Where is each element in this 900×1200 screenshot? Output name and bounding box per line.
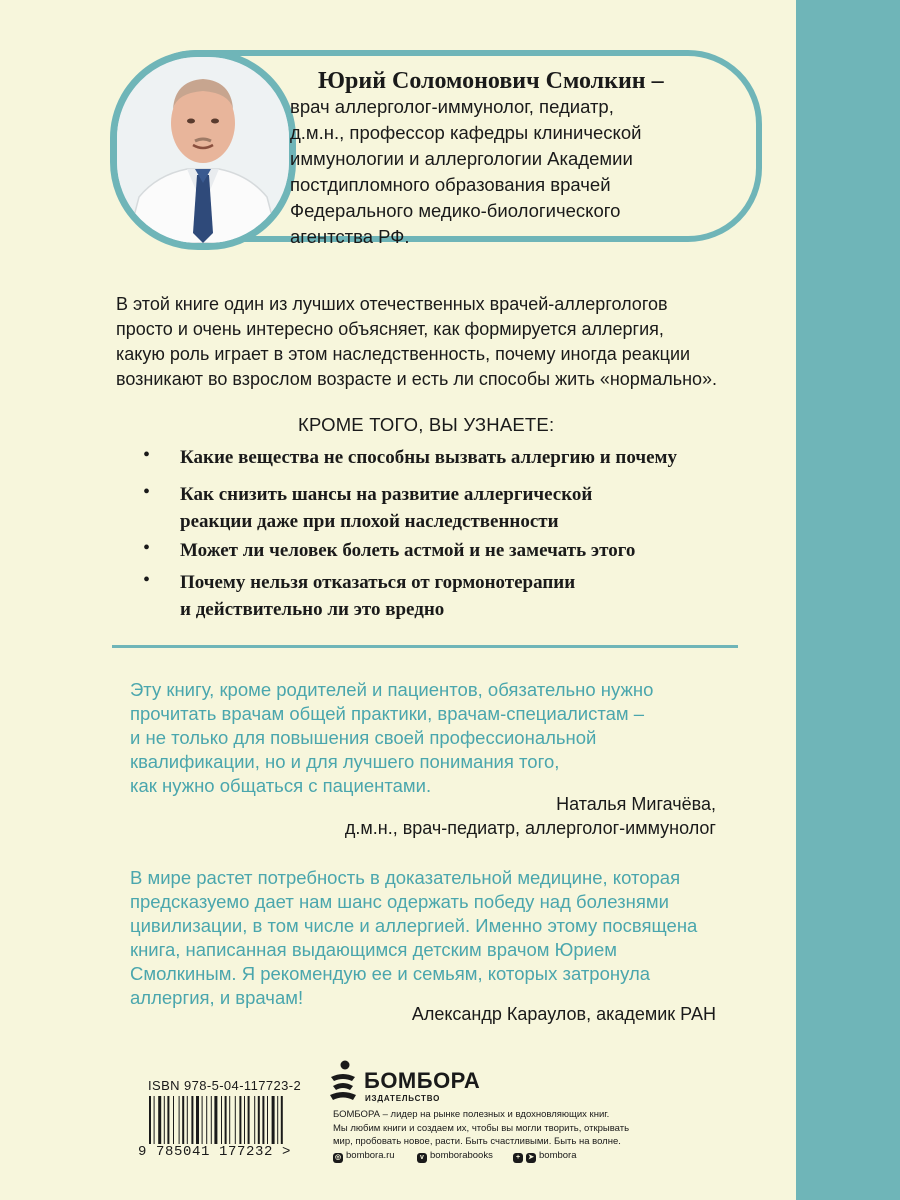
author-bio-line: иммунологии и аллергологии Академии <box>290 148 633 169</box>
quote-line: прочитать врачам общей практики, врачам-специалистам – <box>130 703 645 724</box>
barcode-digits: 9 785041 177232 > <box>138 1144 292 1160</box>
author-bio-line: постдипломного образования врачей <box>290 174 611 195</box>
author-bio-line: агентства РФ. <box>290 226 410 247</box>
quote-line: книга, написанная выдающимся детским врачом Юрием <box>130 939 617 960</box>
publisher-subtitle: ИЗДАТЕЛЬСТВО <box>365 1094 441 1103</box>
bullet-item <box>180 537 635 564</box>
publisher-description <box>333 1108 629 1149</box>
review-quote-1 <box>130 678 653 798</box>
quote1-author: Наталья Мигачёва, <box>556 794 716 814</box>
social-website[interactable] <box>333 1150 395 1163</box>
bullet-item <box>180 481 592 535</box>
isbn-label: ISBN 978-5-04-117723-2 <box>148 1078 302 1093</box>
author-bio-line: д.м.н., профессор кафедры клинической <box>290 122 642 143</box>
publisher-name: БОМБОРА <box>364 1068 481 1093</box>
author-portrait-illustration <box>117 57 289 243</box>
intro-line: В этой книге один из лучших отечественных врачей-аллергологов <box>116 294 668 314</box>
quote-line: Эту книгу, кроме родителей и пациентов, обязательно нужно <box>130 679 654 700</box>
bullet-line: Почему нельзя отказаться от гормонотерапии <box>180 572 576 593</box>
book-spine <box>796 0 900 1200</box>
learn-heading: КРОМЕ ТОГО, ВЫ УЗНАЕТЕ: <box>298 414 555 435</box>
quote-line: квалификации, но и для лучшего понимания того, <box>130 751 560 772</box>
quote-line: цивилизации, в том числе и аллергией. Именно этому посвящена <box>130 915 698 936</box>
bullet-line: Как снизить шансы на развитие аллергической <box>180 484 593 505</box>
bullet-line: реакции даже при плохой наследственности <box>180 511 559 532</box>
quote1-credentials: д.м.н., врач-педиатр, аллерголог-иммунолог <box>344 818 716 838</box>
author-bio-line: Федерального медико-биологического <box>290 200 621 221</box>
publisher-logo-icon <box>328 1060 358 1104</box>
vk-icon: v <box>417 1153 427 1163</box>
quote-line: Смолкиным. Я рекомендую ее и семьям, которых затронула <box>130 963 651 984</box>
review-quote-2 <box>130 866 697 1010</box>
section-divider <box>112 645 738 648</box>
intro-paragraph <box>116 292 717 392</box>
social-vk[interactable] <box>417 1150 493 1163</box>
social-website-label: bombora.ru <box>346 1150 395 1161</box>
plus-icon: + <box>513 1153 523 1163</box>
author-bio-line: врач аллерголог-иммунолог, педиатр, <box>290 96 614 117</box>
bullet-item <box>180 444 677 471</box>
quote2-author: Александр Караулов, академик РАН <box>411 1004 716 1024</box>
bullet-marker: • <box>143 444 151 466</box>
social-messengers[interactable] <box>513 1150 577 1163</box>
bullet-marker: • <box>143 569 151 591</box>
bullet-line: Может ли человек болеть астмой и не замечать этого <box>180 540 636 561</box>
publisher-description-line: БОМБОРА – лидер на рынке полезных и вдохновляющих книг. <box>333 1109 610 1120</box>
bullet-line: и действительно ли это вредно <box>180 599 445 620</box>
author-name: Юрий Соломонович Смолкин – <box>318 68 664 94</box>
quote-line: и не только для повышения своей профессиональной <box>130 727 597 748</box>
intro-line: какую роль играет в этом наследственность, почему иногда реакции <box>116 344 691 364</box>
bullet-line: Какие вещества не способны вызвать аллергию и почему <box>180 447 677 468</box>
bullet-marker: • <box>143 537 151 559</box>
bullet-marker: • <box>143 481 151 503</box>
quote-line: В мире растет потребность в доказательной медицине, которая <box>130 867 681 888</box>
intro-line: просто и очень интересно объясняет, как формируется аллергия, <box>116 319 664 339</box>
telegram-icon: ➤ <box>526 1153 536 1163</box>
publisher-description-line: мир, пробовать новое, расти. Быть счастливыми. Быть на волне. <box>333 1136 621 1147</box>
quote-line: аллергия, и врачам! <box>130 987 304 1008</box>
bullet-item <box>180 569 575 623</box>
quote-line: как нужно общаться с пациентами. <box>130 775 432 796</box>
author-photo <box>110 50 296 250</box>
social-messengers-label: bombora <box>539 1150 577 1161</box>
globe-icon: ◎ <box>334 1154 342 1161</box>
social-vk-label: bomborabooks <box>430 1150 493 1161</box>
intro-line: возникают во взрослом возрасте и есть ли способы жить «нормально». <box>116 369 718 389</box>
quote-line: предсказуемо дает нам шанс одержать победу над болезнями <box>130 891 669 912</box>
publisher-description-line: Мы любим книги и создаем их, чтобы вы могли творить, открывать <box>333 1122 630 1134</box>
